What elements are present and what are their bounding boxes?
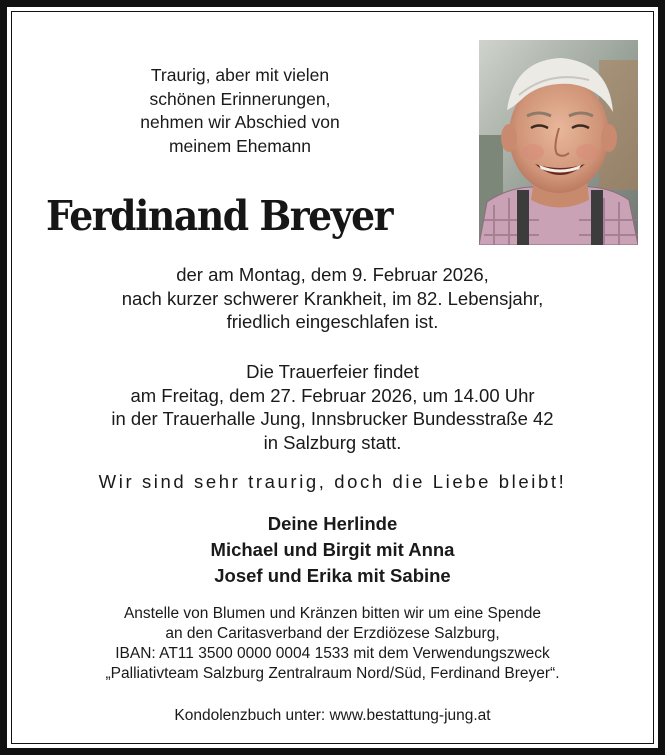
intro-line: schönen Erinnerungen,: [149, 88, 331, 109]
death-line: friedlich eingeschlafen ist.: [226, 311, 439, 332]
death-line: nach kurzer schwerer Krankheit, im 82. Lebensjahr,: [121, 287, 544, 309]
donation-line: an den Caritasverband der Erzdiözese Salzburg,: [165, 625, 500, 642]
donation-line: IBAN: AT11 3500 0000 0004 1533 mit dem Verwendungszweck: [115, 645, 550, 662]
funeral-line: am Freitag, dem 27. Februar 2026, um 14.00 Uhr: [130, 384, 535, 406]
intro-line: nehmen wir Abschied von: [140, 112, 340, 132]
family-line: Michael und Birgit mit Anna: [210, 539, 455, 560]
portrait-photo: [479, 40, 638, 245]
donation-line: Anstelle von Blumen und Kränzen bitten wir um eine Spende: [123, 605, 542, 622]
deceased-name: Ferdinand Breyer: [46, 192, 393, 240]
family-line: Deine Herlinde: [267, 513, 398, 534]
donation-notice: [20, 604, 645, 684]
funeral-line: Die Trauerfeier findet: [246, 361, 419, 382]
intro-line: Traurig, aber mit vielen: [150, 65, 330, 85]
funeral-line: in Salzburg statt.: [263, 431, 402, 453]
family-signatures: [20, 511, 645, 589]
funeral-line: in der Trauerhalle Jung, Innsbrucker Bundesstraße 42: [111, 408, 554, 429]
condolence-book-link: Kondolenzbuch unter: www.bestattung-jung.at: [174, 707, 491, 724]
funeral-details: [20, 360, 645, 454]
intro-text: [70, 64, 410, 158]
family-line: Josef und Erika mit Sabine: [214, 565, 451, 586]
intro-line: meinem Ehemann: [168, 135, 312, 156]
donation-line: „Palliativteam Salzburg Zentralraum Nord/Süd, Ferdinand Breyer“.: [105, 665, 560, 682]
death-notice-text: [20, 263, 645, 334]
motto: Wir sind sehr traurig, doch die Liebe bleibt!: [98, 471, 567, 492]
death-line: der am Montag, dem 9. Februar 2026,: [176, 264, 489, 285]
